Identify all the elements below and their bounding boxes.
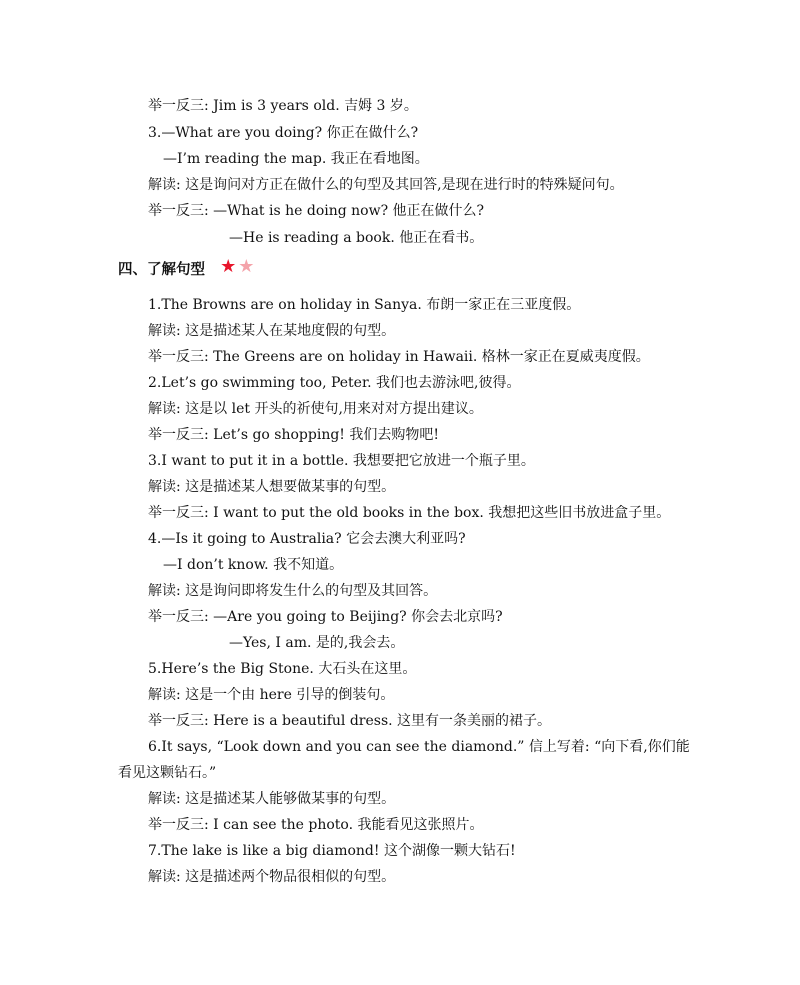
star-full-icon: ★ xyxy=(220,256,237,277)
example-line: 举一反三: —What is he doing now? 他正在做什么? xyxy=(148,203,485,219)
star-light-icon: ★ xyxy=(238,256,255,277)
explanation-line: 解读: 这是描述某人在某地度假的句型。 xyxy=(148,323,396,339)
section-heading xyxy=(118,256,760,280)
answer-line: —I don’t know. 我不知道。 xyxy=(163,557,344,573)
explanation-line: 解读: 这是描述两个物品很相似的句型。 xyxy=(148,869,396,885)
explanation-line: 解读: 这是描述某人想要做某事的句型。 xyxy=(148,479,396,495)
answer-line: —I’m reading the map. 我正在看地图。 xyxy=(163,151,429,167)
example-line: 举一反三: Jim is 3 years old. 吉姆 3 岁。 xyxy=(148,98,418,114)
sentence-line: 6.It says, “Look down and you can see the diamond.” 信上写着: “向下看,你们能 xyxy=(148,739,690,755)
example-line: 举一反三: Here is a beautiful dress. 这里有一条美丽的裙子。 xyxy=(148,713,552,729)
sentence-line: 7.The lake is like a big diamond! 这个湖像一颗大钻石! xyxy=(148,843,516,859)
example-line: 举一反三: I can see the photo. 我能看见这张照片。 xyxy=(148,817,484,833)
explanation-line: 解读: 这是以 let 开头的祈使句,用来对对方提出建议。 xyxy=(148,401,483,417)
explanation-line: 解读: 这是询问对方正在做什么的句型及其回答,是现在进行时的特殊疑问句。 xyxy=(148,177,624,193)
explanation-line: 解读: 这是描述某人能够做某事的句型。 xyxy=(148,791,396,807)
sentence-line: 4.—Is it going to Australia? 它会去澳大利亚吗? xyxy=(148,531,466,547)
difficulty-rating xyxy=(220,258,254,278)
sentence-line: 2.Let’s go swimming too, Peter. 我们也去游泳吧,彼得。 xyxy=(148,375,521,391)
sentence-line: 1.The Browns are on holiday in Sanya. 布朗一家正在三亚度假。 xyxy=(148,297,581,313)
explanation-line: 解读: 这是询问即将发生什么的句型及其回答。 xyxy=(148,583,438,599)
sentence-line: 5.Here’s the Big Stone. 大石头在这里。 xyxy=(148,661,417,677)
example-answer-line: —He is reading a book. 他正在看书。 xyxy=(229,230,484,246)
example-line: 举一反三: Let’s go shopping! 我们去购物吧! xyxy=(148,427,440,443)
sentence-line: 3.I want to put it in a bottle. 我想要把它放进一个瓶子里。 xyxy=(148,453,535,469)
sentence-line: 3.—What are you doing? 你正在做什么? xyxy=(148,125,419,141)
section-title: 四、了解句型 xyxy=(118,262,205,278)
sentence-continuation-line: 看见这颗钻石。” xyxy=(118,765,217,781)
example-line: 举一反三: I want to put the old books in the box. 我想把这些旧书放进盒子里。 xyxy=(148,505,671,521)
example-line: 举一反三: The Greens are on holiday in Hawaii. 格林一家正在夏威夷度假。 xyxy=(148,349,650,365)
example-line: 举一反三: —Are you going to Beijing? 你会去北京吗? xyxy=(148,609,503,625)
example-answer-line: —Yes, I am. 是的,我会去。 xyxy=(229,635,405,651)
explanation-line: 解读: 这是一个由 here 引导的倒装句。 xyxy=(148,687,395,703)
